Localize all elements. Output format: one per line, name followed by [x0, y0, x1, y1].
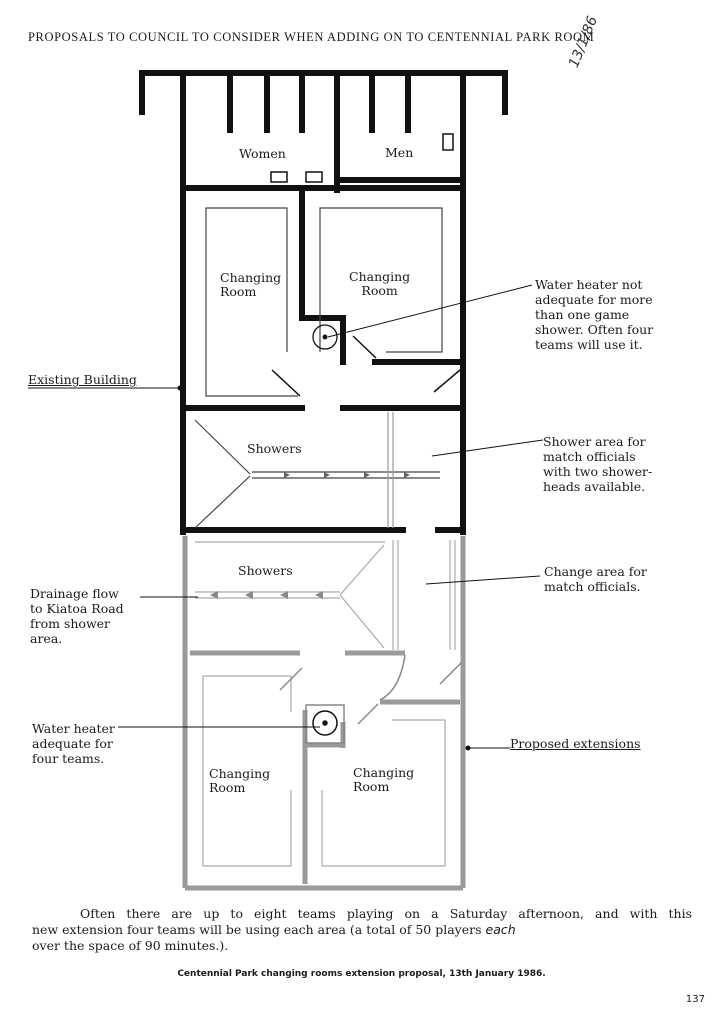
- water-heater-existing-icon: [313, 325, 337, 349]
- paragraph-line-2-typed: new extension four teams will be using each area (a total of 50 players: [32, 922, 486, 937]
- room-label-showers-extension: Showers: [238, 563, 293, 578]
- note-drainage-flow: Drainage flow to Kiatoa Road from shower area.: [30, 586, 124, 646]
- note-water-heater-existing: Water heater not adequate for more than one game shower. Often four teams will use it.: [535, 277, 654, 352]
- room-label-women: Women: [239, 146, 286, 161]
- existing-doors: [272, 336, 460, 396]
- document-title: PROPOSALS TO COUNCIL TO CONSIDER WHEN ADDING ON TO CENTENNIAL PARK ROOM: [28, 30, 595, 44]
- extension-walls: [185, 536, 463, 888]
- room-label-changing-bottom-left: Changing Room: [209, 766, 271, 795]
- note-water-heater-new: Water heater adequate for four teams.: [32, 721, 115, 766]
- note-existing-building: Existing Building: [28, 372, 137, 387]
- room-label-men: Men: [385, 145, 414, 160]
- figure-caption: Centennial Park changing rooms extension proposal, 13th January 1986.: [177, 969, 546, 979]
- note-change-area-officials: Change area for match officials.: [544, 564, 647, 594]
- existing-building-walls: [142, 73, 505, 532]
- paragraph-line-3: over the space of 90 minutes.).: [32, 938, 229, 953]
- body-paragraph: [32, 906, 692, 954]
- room-label-changing-top-left: Changing Room: [220, 270, 282, 299]
- handwritten-date: 13/1/86: [566, 13, 602, 70]
- existing-shower-arrows: [284, 472, 410, 478]
- room-label-showers-existing: Showers: [247, 441, 302, 456]
- leader-dots: [178, 386, 471, 751]
- page-number: 137: [685, 994, 705, 1005]
- paragraph-line-1: Often there are up to eight teams playing on a Saturday afternoon, and with this: [80, 906, 692, 921]
- room-label-changing-bottom-right: Changing Room: [353, 765, 415, 794]
- room-label-changing-top-right: Changing Room: [349, 269, 411, 298]
- existing-shower-fixtures: [195, 412, 440, 528]
- paragraph-line-2: [32, 922, 692, 938]
- water-heater-new-icon: [306, 705, 344, 743]
- note-proposed-extensions: Proposed extensions: [510, 736, 641, 751]
- note-shower-area-officials: Shower area for match officials with two shower- heads available.: [543, 434, 653, 494]
- paragraph-line-2-handwritten: each: [485, 922, 516, 937]
- existing-benches: [206, 208, 442, 396]
- toilet-fixtures: [271, 134, 453, 182]
